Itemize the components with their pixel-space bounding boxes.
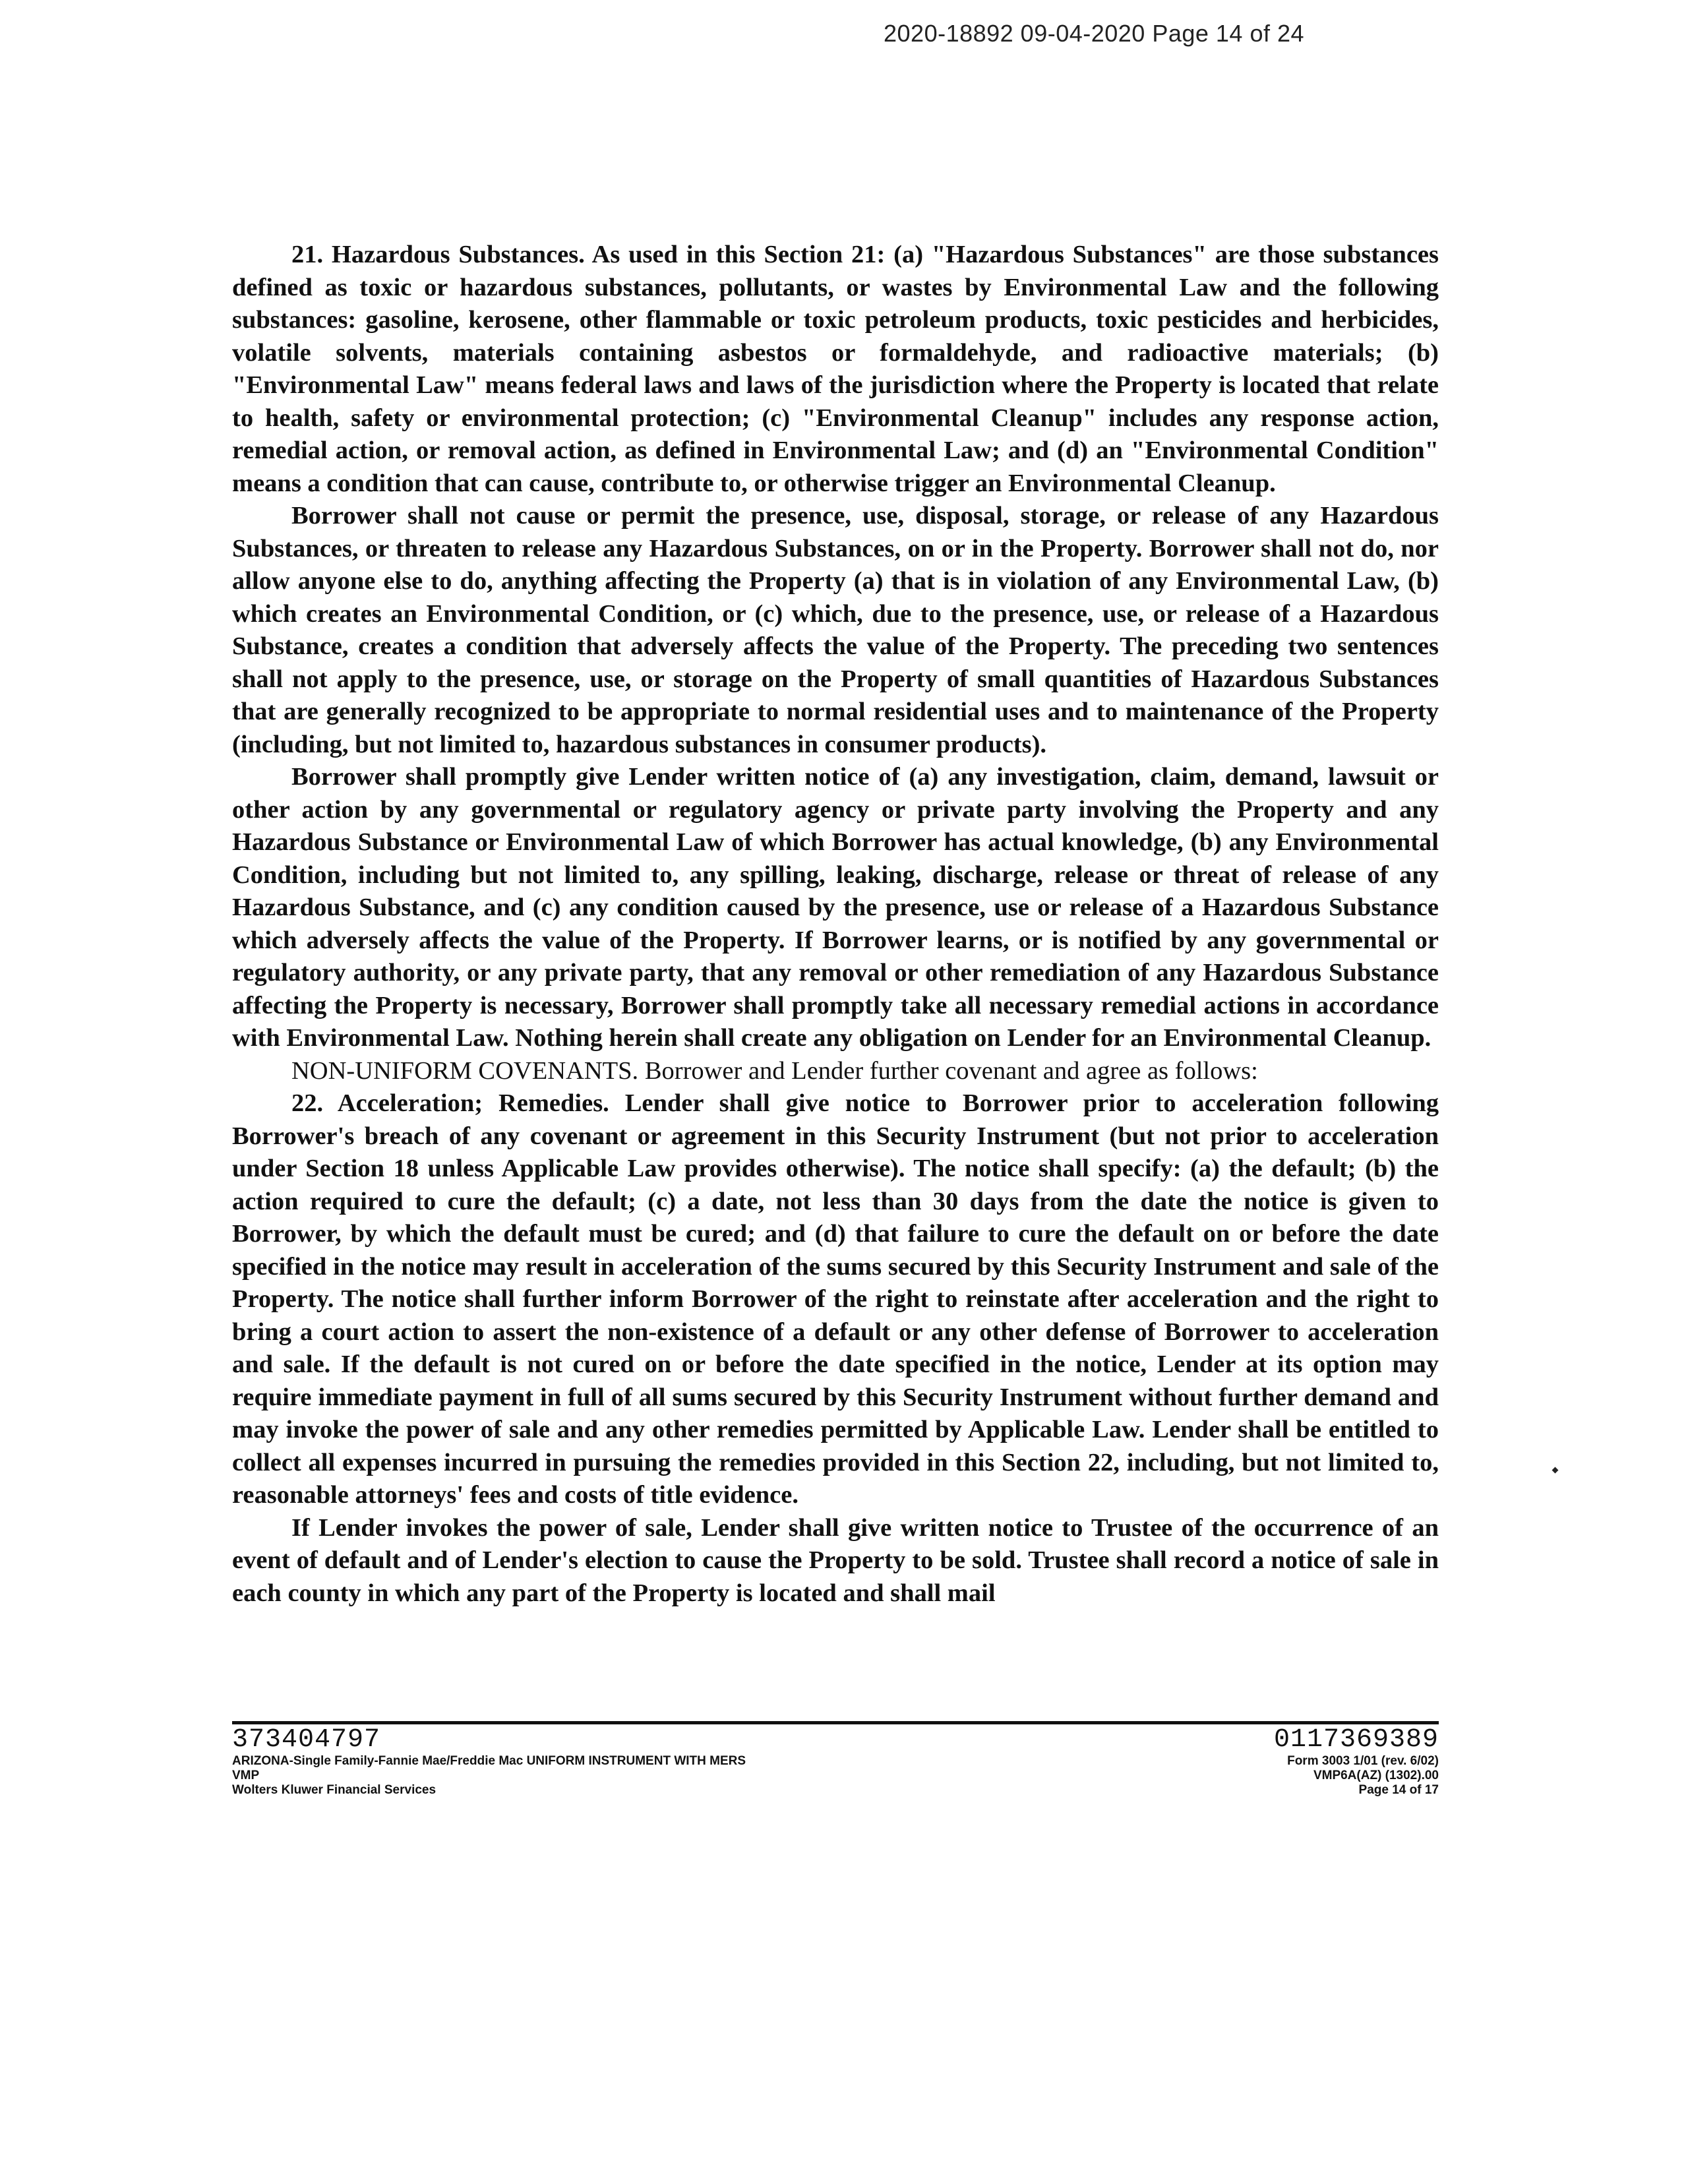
document-body <box>232 239 1439 1610</box>
hazardous-use-paragraph: Borrower shall not cause or permit the presence, use, disposal, storage, or release of any Hazardous Substances, or threaten to release any Hazardous Substances, on or in the Property. Borrower shall not do, nor allow anyone else to do, anything affecting the Property (a) that is in violation of any Environmental Law, (b) which creates an Environmental Condition, or (c) which, due to the presence, use, or release of a Hazardous Substance, creates a condition that adversely affects the value of the Property. The preceding two sentences shall not apply to the presence, use, or storage on the Property of small quantities of Hazardous Substances that are generally recognized to be appropriate to normal residential uses and to maintenance of the Property (including, but not limited to, hazardous substances in consumer products). <box>232 502 1439 758</box>
non-uniform-covenants-heading: NON-UNIFORM COVENANTS. <box>291 1056 639 1085</box>
footer-page-number: Page 14 of 17 <box>1358 1783 1439 1797</box>
footer-left <box>232 1726 746 1798</box>
power-of-sale-paragraph: If Lender invokes the power of sale, Lender shall give written notice to Trustee of the occurrence of an event of default and of Lender's election to cause the Property to be sold. Trustee shall record a notice of sale in each county in which any part of the Property is located and shall mail <box>232 1513 1439 1607</box>
hazardous-notice-paragraph: Borrower shall promptly give Lender written notice of (a) any investigation, claim, demand, lawsuit or other action by any governmental or regulatory agency or private party involving the Property and any Hazardous Substance or Environmental Law of which Borrower has actual knowledge, (b) any Environmental Condition, including but not limited to, any spilling, leaking, discharge, release or threat of release of any Hazardous Substance, and (c) any condition caused by the presence, use or release of a Hazardous Substance which adversely affects the value of the Property. If Borrower learns, or is notified by any governmental or regulatory authority, or any private party, that any removal or other remediation of any Hazardous Substance affecting the Property is necessary, Borrower shall promptly take all necessary remedial actions in accordance with Environmental Law. Nothing herein shall create any obligation on Lender for an Environmental Cleanup. <box>232 763 1439 1052</box>
footer-min-number: 0117369389 <box>1273 1725 1439 1755</box>
section-22-paragraph: 22. Acceleration; Remedies. Lender shall give notice to Borrower prior to acceleration following Borrower's breach of any covenant or agreement in this Security Instrument (but not prior to acceleration under Section 18 unless Applicable Law provides otherwise). The notice shall specify: (a) the default; (b) the action required to cure the default; (c) a date, not less than 30 days from the date the notice is given to Borrower, by which the default must be cured; and (d) that failure to cure the default on or before the date specified in the notice may result in acceleration of the sums secured by this Security Instrument and sale of the Property. The notice shall further inform Borrower of the right to reinstate after acceleration and the right to bring a court action to assert the non-existence of a default or any other defense of Borrower to acceleration and sale. If the default is not cured on or before the date specified in the notice, Lender at its option may require immediate payment in full of all sums secured by this Security Instrument without further demand and may invoke the power of sale and any other remedies permitted by Applicable Law. Lender shall be entitled to collect all expenses incurred in pursuing the remedies provided in this Section 22, including, but not limited to, reasonable attorneys' fees and costs of title evidence. <box>232 1089 1439 1509</box>
section-21-paragraph <box>232 239 1439 500</box>
stray-mark <box>1552 1467 1559 1474</box>
recording-stamp: 2020-18892 09-04-2020 Page 14 of 24 <box>884 20 1305 47</box>
non-uniform-covenants-text: Borrower and Lender further covenant and agree as follows: <box>638 1056 1258 1085</box>
non-uniform-covenants-paragraph <box>232 1055 1439 1088</box>
footer-divider <box>232 1721 1439 1724</box>
footer-form-code: VMP6A(AZ) (1302).00 <box>1313 1769 1439 1782</box>
footer-form-title: ARIZONA-Single Family-Fannie Mae/Freddie Mac UNIFORM INSTRUMENT WITH MERS <box>232 1754 746 1768</box>
section-21-title: Hazardous Substances. <box>331 241 585 268</box>
footer-right <box>1274 1726 1439 1798</box>
footer-loan-number: 373404797 <box>232 1725 381 1755</box>
section-21-number: 21. <box>291 241 324 268</box>
footer-form-number: Form 3003 1/01 (rev. 6/02) <box>1287 1754 1439 1768</box>
footer-vmp: VMP <box>232 1769 260 1782</box>
section-21-text: As used in this Section 21: (a) "Hazardous Substances" are those substances defined as toxic or hazardous substances, pollutants, or wastes by Environmental Law and the following substances: gasoline, kerosene, other flammable or toxic petroleum products, toxic pesticides and herbicides, volatile solvents, materials containing asbestos or formaldehyde, and radioactive materials; (b) "Environmental Law" means federal laws and laws of the jurisdiction where the Property is located that relate to health, safety or environmental protection; (c) "Environmental Cleanup" includes any response action, remedial action, or removal action, as defined in Environmental Law; and (d) an "Environmental Condition" means a condition that can cause, contribute to, or otherwise trigger an Environmental Cleanup. <box>232 241 1439 497</box>
footer-publisher: Wolters Kluwer Financial Services <box>232 1783 437 1797</box>
